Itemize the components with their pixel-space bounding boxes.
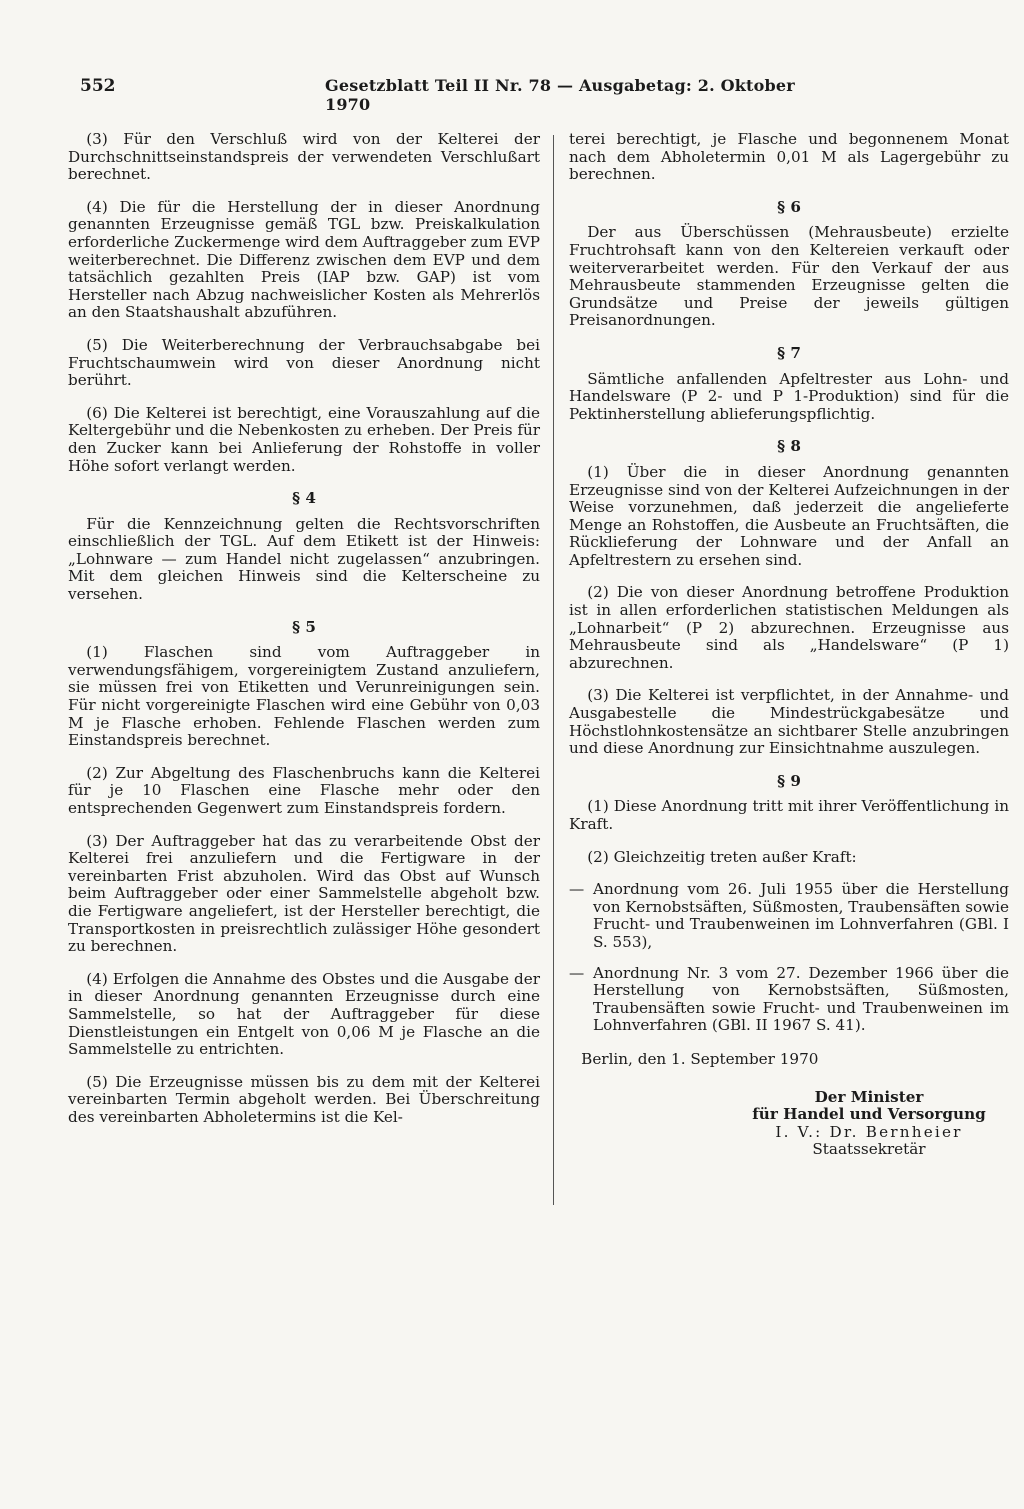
paragraph: (4) Die für die Herstellung der in dieser Anordnung genannten Erzeugnisse gemäß TGL bzw. Preiskalkulation erforderliche Zuckermenge wird dem Auftraggeber zum EVP weiterberechnet. Die Differenz zwischen dem EVP und dem tatsächlich gezahlten Preis (IAP bzw. GAP) ist vom Hersteller nach Abzug nachweislicher Kosten als Mehrerlös an den Staatshaushalt abzuführen.	[68, 197, 540, 322]
section-heading: § 8	[777, 437, 801, 456]
paragraph: (4) Erfolgen die Annahme des Obstes und die Ausgabe der in dieser Anordnung genannten Erzeugnisse durch eine Sammelstelle, so hat der Auftraggeber für diese Dienstleistungen ein Entgelt von 0,06 M je Flasche an die Sammelstelle zu entrichten.	[68, 969, 540, 1059]
paragraph: (3) Für den Verschluß wird von der Kelterei der Durchschnittseinstandspreis der verwendeten Verschlußart berechnet.	[68, 130, 540, 184]
paragraph: (1) Flaschen sind vom Auftraggeber in verwendungsfähigem, vorgereinigtem Zustand anzuliefern, sie müssen frei von Etiketten und Verunreinigungen sein. Für nicht vorgereinigte Flaschen wird eine Gebühr von 0,03 M je Flasche erhoben. Fehlende Flaschen werden zum Einstandspreis berechnet.	[68, 643, 540, 750]
paragraph: (6) Die Kelterei ist berechtigt, eine Vorauszahlung auf die Keltergebühr und die Nebenkosten zu erheben. Der Preis für den Zucker kann bei Anlieferung der Rohstoffe in voller Höhe sofort verlangt werden.	[68, 403, 540, 475]
paragraph: (2) Gleichzeitig treten außer Kraft:	[587, 847, 857, 866]
repeal-text: Anordnung vom 26. Juli 1955 über die Herstellung von Kernobstsäften, Süßmosten, Traubensäften sowie Frucht- und Traubenweinen im Lohnverfahren (GBl. I S. 553),	[593, 880, 1009, 951]
section-heading: § 9	[777, 771, 801, 790]
column-divider	[553, 135, 554, 1205]
paragraph: Für die Kennzeichnung gelten die Rechtsvorschriften einschließlich der TGL. Auf dem Etikett ist der Hinweis: „Lohnware — zum Handel nicht zugelassen“ anzubringen. Mit dem gleichen Hinweis sind die Kelterscheine zu versehen.	[68, 514, 540, 604]
right-column	[569, 131, 1009, 1159]
page-header	[80, 76, 820, 114]
repeal-list-item	[569, 881, 1009, 951]
paragraph: Der aus Überschüssen (Mehrausbeute) erzielte Fruchtrohsaft kann von den Keltereien verkauft oder weiterverarbeitet werden. Für den Verkauf der aus Mehrausbeute stammenden Erzeugnisse gelten die Grundsätze und Preise der jeweils gültigen Preisanordnungen.	[569, 223, 1009, 330]
signature-title: Der Minister	[814, 1087, 924, 1106]
gazette-title: Gesetzblatt Teil II Nr. 78 — Ausgabetag: 2. Oktober 1970	[325, 76, 795, 114]
signature-name: I. V.: Dr. Bernheier	[775, 1122, 963, 1141]
paragraph: (1) Diese Anordnung tritt mit ihrer Veröffentlichung in Kraft.	[569, 797, 1009, 833]
section-heading: § 4	[292, 489, 316, 508]
left-column	[68, 131, 540, 1142]
paragraph: (5) Die Erzeugnisse müssen bis zu dem mit der Kelterei vereinbarten Termin abgeholt werden. Bei Überschreitung des vereinbarten Abholetermins ist die Kel-	[68, 1072, 540, 1126]
section-heading: § 6	[777, 197, 801, 216]
paragraph: Sämtliche anfallenden Apfeltrester aus Lohn- und Handelsware (P 2- und P 1-Produktion) sind für die Pektinherstellung ablieferungspflichtig.	[569, 369, 1009, 423]
paragraph: (1) Über die in dieser Anordnung genannten Erzeugnisse sind von der Kelterei Aufzeichnungen in der Weise vorzunehmen, daß jederzeit die angelieferte Menge an Rohstoffen, die Ausbeute an Fruchtsäften, die Rücklieferung der Lohnware und der Anfall an Apfeltrestern zu ersehen sind.	[569, 462, 1009, 569]
repeal-list-item	[569, 965, 1009, 1035]
section-heading: § 5	[292, 617, 316, 636]
page-number: 552	[80, 76, 116, 96]
place-and-date: Berlin, den 1. September 1970	[581, 1049, 819, 1068]
paragraph: (3) Der Auftraggeber hat das zu verarbeitende Obst der Kelterei frei anzuliefern und die Fertigware in der vereinbarten Frist abzuholen. Wird das Obst auf Wunsch beim Auftraggeber oder einer Sammelstelle abgeholt bzw. die Fertigware angeliefert, ist der Hersteller berechtigt, die Transportkosten in preisrechtlich zulässiger Höhe gesondert zu berechnen.	[68, 831, 540, 956]
paragraph: (2) Die von dieser Anordnung betroffene Produktion ist in allen erforderlichen statistischen Meldungen als „Lohnarbeit“ (P 2) abzurechnen. Erzeugnisse aus Mehrausbeute sind als „Handelsware“ (P 1) abzurechnen.	[569, 583, 1009, 672]
paragraph: (5) Die Weiterberechnung der Verbrauchsabgabe bei Fruchtschaumwein wird von dieser Anordnung nicht berührt.	[68, 335, 540, 390]
section-heading: § 7	[777, 343, 801, 362]
paragraph: (2) Zur Abgeltung des Flaschenbruchs kann die Kelterei für je 10 Flaschen eine Flasche mehr oder den entsprechenden Gegenwert zum Einstandspreis fordern.	[68, 763, 540, 817]
paragraph: terei berechtigt, je Flasche und begonnenem Monat nach dem Abholetermin 0,01 M als Lagergebühr zu berechnen.	[569, 130, 1009, 184]
signature-role: Staatssekretär	[812, 1140, 926, 1159]
repeal-text: Anordnung Nr. 3 vom 27. Dezember 1966 über die Herstellung von Kernobstsäften, Süßmosten, Traubensäften sowie Frucht- und Traubenweinen im Lohnverfahren (GBl. II 1967 S. 41).	[593, 963, 1009, 1035]
dash-bullet: —	[569, 880, 585, 899]
dash-bullet: —	[569, 963, 585, 982]
signature-ministry: für Handel und Versorgung	[752, 1105, 986, 1124]
paragraph: (3) Die Kelterei ist verpflichtet, in der Annahme- und Ausgabestelle die Mindestrückgabesätze und Höchstlohnkostensätze an sichtbarer Stelle anzubringen und diese Anordnung zur Einsichtnahme auszulegen.	[569, 686, 1009, 758]
